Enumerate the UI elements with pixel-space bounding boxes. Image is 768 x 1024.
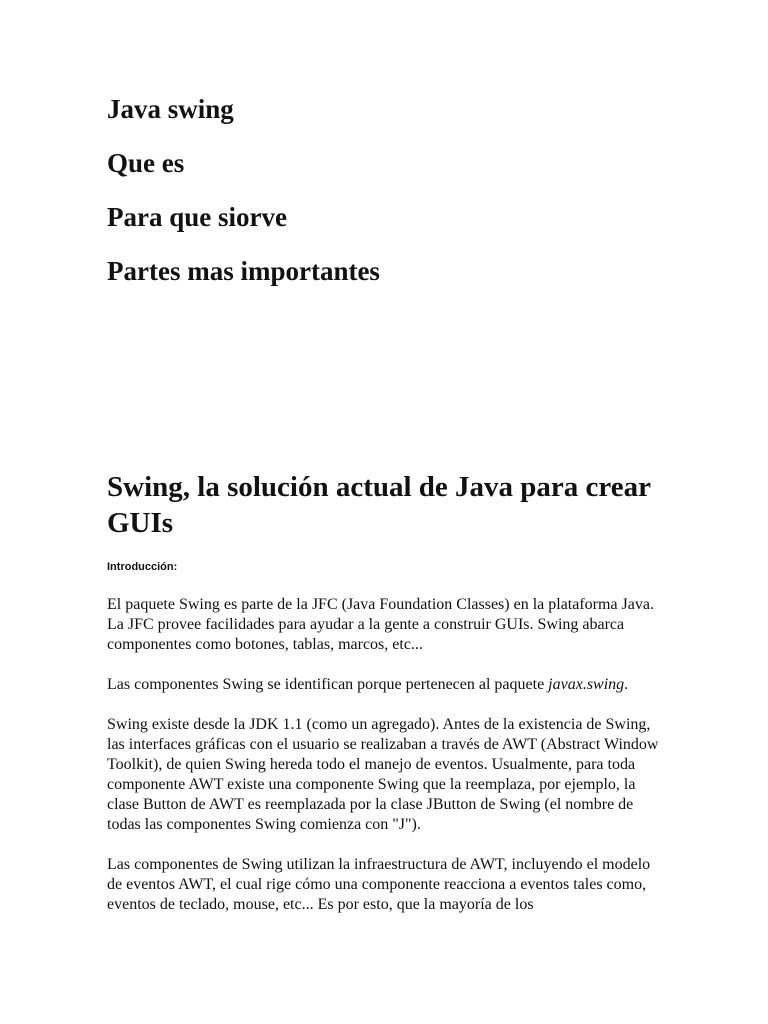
paragraph-jfc: El paquete Swing es parte de la JFC (Java Foundation Classes) en la plataforma Java. La JFC provee facilidades para ayudar a la gente a construir GUIs. Swing abarca componentes como botones, tablas, marcos, etc... xyxy=(107,596,654,653)
intro-label: Introducción: xyxy=(107,561,178,573)
package-name: javax.swing xyxy=(548,676,625,693)
paragraph-awt-infrastructure: Las componentes de Swing utilizan la infraestructura de AWT, incluyendo el modelo de eventos AWT, el cual rige cómo una componente reacciona a eventos tales como, eventos de teclado, mouse, etc... Es por esto, que la mayoría de los xyxy=(107,856,651,913)
outline-item-partes-importantes: Partes mas importantes xyxy=(107,256,380,286)
outline-item-para-que-sirve: Para que siorve xyxy=(107,202,287,232)
body-text xyxy=(107,595,667,940)
outline-item-java-swing: Java swing xyxy=(107,94,234,124)
paragraph-package-end: . xyxy=(624,676,629,693)
paragraph-package-text: Las componentes Swing se identifican porque pertenecen al paquete xyxy=(107,676,549,693)
section-heading: Swing, la solución actual de Java para crear GUIs xyxy=(107,471,651,539)
outline-item-que-es: Que es xyxy=(107,148,185,178)
paragraph-package xyxy=(107,675,667,695)
paragraph-history: Swing existe desde la JDK 1.1 (como un agregado). Antes de la existencia de Swing, las interfaces gráficas con el usuario se realizaban a través de AWT (Abstract Window Toolkit), de quien Swing hereda todo el manejo de eventos. Usualmente, para toda componente AWT existe una componente Swing que la reemplaza, por ejemplo, la clase Button de AWT es reemplazada por la clase JButton de Swing (el nombre de todas las componentes Swing comienza con "J"). xyxy=(107,716,659,833)
topic-outline xyxy=(107,92,380,308)
